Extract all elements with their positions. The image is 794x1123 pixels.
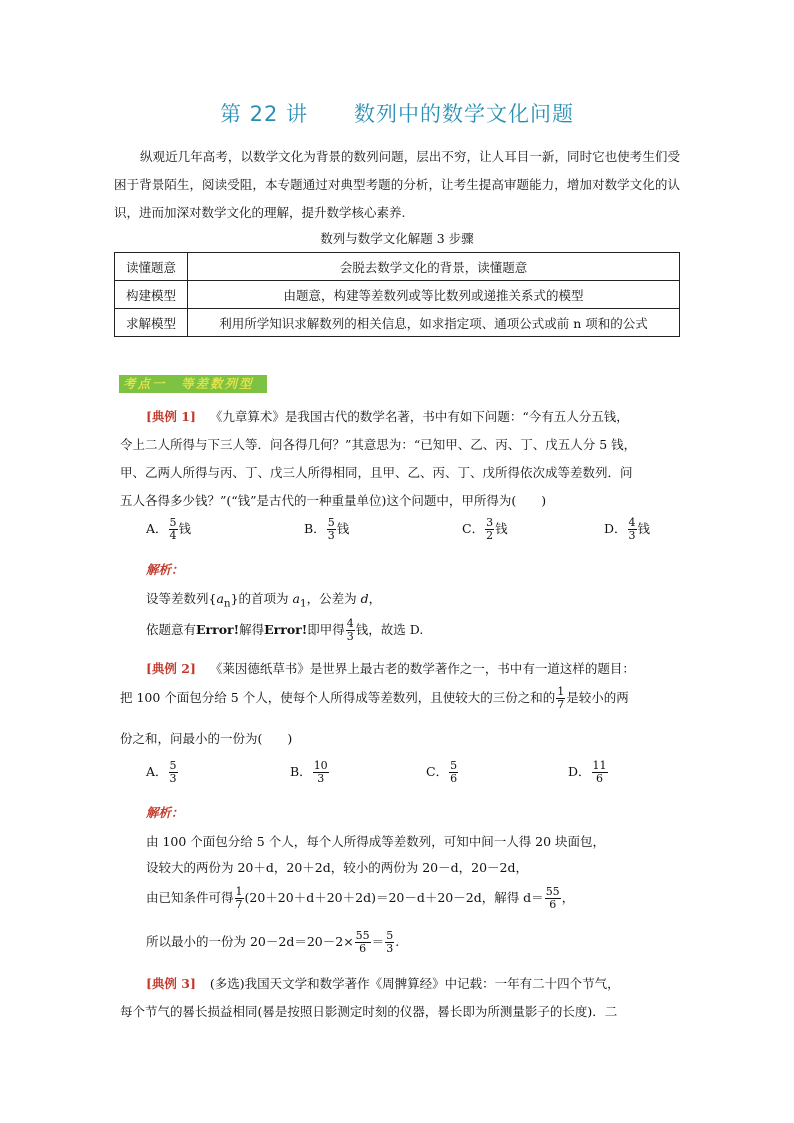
solution-2-line-4: 所以最小的一份为 20－2d＝20－2× $\frac{55}{6}$ ＝ $\frac{5}{3}$ . (146, 929, 400, 955)
example-2-line-1: [典例 2] 《莱因德纸草书》是世界上最古老的数学著作之一，书中有一道这样的题目： (146, 661, 635, 676)
example-3-label: [典例 3] (146, 976, 196, 991)
option-d: D． $\frac{4}{3}$ 钱 (604, 516, 651, 542)
lecture-number: 第 22 讲 (219, 102, 309, 126)
example-1-label: [典例 1] (146, 409, 196, 424)
table-row (115, 253, 680, 281)
example-1-line-1: [典例 1] 《九章算术》是我国古代的数学名著，书中有如下问题：“今有五人分五钱， (146, 409, 629, 424)
solution-label: 解析： (146, 562, 184, 577)
solution-1-line-1: 设等差数列$\{a_n\}$的首项为 $a_1$，公差为 d， (146, 591, 382, 610)
table-row (115, 281, 680, 309)
step-value: 由题意，构建等差数列或等比数列或递推关系式的模型 (188, 281, 680, 309)
example-3-line-1: [典例 3] (多选)我国天文学和数学著作《周髀算经》中记载：一年有二十四个节气， (146, 976, 620, 991)
solution-2-line-2: 设较大的两份为 20＋d，20＋2d，较小的两份为 20－d，20－2d， (146, 860, 528, 875)
lecture-topic: 数列中的数学文化问题 (354, 102, 575, 126)
example-2-label: [典例 2] (146, 661, 196, 676)
fraction: $\frac{55}{6}$ (545, 885, 560, 911)
fraction: $\frac{5}{3}$ (386, 929, 394, 955)
solution-2-line-3: 由已知条件可得 $\frac{1}{7}$ (20＋20＋d＋20＋2d)＝20－d＋20－2d，解得 d＝ $\frac{55}{6}$ ， (146, 885, 575, 911)
fraction: $\frac{4}{3}$ (346, 617, 354, 643)
page-title (0, 98, 794, 128)
fraction: $\frac{5}{3}$ (327, 516, 335, 542)
fraction: $\frac{3}{2}$ (486, 516, 494, 542)
example-1-line-4: 五人各得多少钱？”(“钱”是古代的一种重量单位)这个问题中，甲所得为( ) (120, 493, 547, 508)
steps-caption: 数列与数学文化解题 3 步骤 (320, 231, 474, 246)
step-key: 求解模型 (115, 309, 188, 337)
step-key: 读懂题意 (115, 253, 188, 281)
example-1-line-2: 令上二人所得与下三人等．问各得几何？”其意思为：“已知甲、乙、丙、丁、戊五人分 5 钱， (120, 437, 637, 452)
fraction: $\frac{5}{6}$ (450, 759, 458, 785)
fraction: $\frac{5}{3}$ (169, 759, 177, 785)
option-b: B． $\frac{5}{3}$ 钱 (304, 516, 350, 542)
fraction: $\frac{55}{6}$ (355, 929, 370, 955)
intro-paragraph: 纵观近几年高考，以数学文化为背景的数列问题，层出不穷，让人耳目一新，同时它也使考生们受困于背景陌生，阅读受阻，本专题通过对典型考题的分析，让考生提高审题能力，增加对数学文化的认识，进而加深对数学文化的理解，提升数学核心素养. (114, 149, 680, 220)
table-row (115, 309, 680, 337)
solution-1-line-2: 依题意有Error!解得Error!即甲得 $\frac{4}{3}$ 钱，故选 D. (146, 617, 424, 643)
option-a: A． $\frac{5}{4}$ 钱 (146, 516, 192, 542)
example-2-line-3: 份之和，问最小的一份为( ) (120, 731, 293, 746)
option-a: A． $\frac{5}{3}$ (146, 759, 177, 785)
option-d: D． $\frac{11}{6}$ (568, 759, 607, 785)
section-heading: 考点一 等差数列型 (119, 375, 267, 393)
solution-label: 解析： (146, 805, 184, 820)
fraction: $\frac{1}{7}$ (557, 685, 565, 711)
fraction: $\frac{10}{3}$ (313, 759, 328, 785)
example-2-line-2: 把 100 个面包分给 5 个人，使每个人所得成等差数列，且使较大的三份之和的 $\frac{1}{7}$ 是较小的两 (120, 685, 629, 711)
option-b: B． $\frac{10}{3}$ (290, 759, 328, 785)
steps-table (114, 252, 680, 337)
example-1-line-3: 甲、乙两人所得与丙、丁、戊三人所得相同，且甲、乙、丙、丁、戊所得依次成等差数列．问 (120, 465, 633, 480)
fraction: $\frac{11}{6}$ (592, 759, 607, 785)
fraction: $\frac{1}{7}$ (235, 885, 243, 911)
solution-2-line-1: 由 100 个面包分给 5 个人，每个人所得成等差数列，可知中间一人得 20 块面包， (146, 834, 606, 849)
fraction: $\frac{4}{3}$ (628, 516, 636, 542)
step-value: 利用所学知识求解数列的相关信息，如求指定项、通项公式或前 n 项和的公式 (188, 309, 680, 337)
step-value: 会脱去数学文化的背景，读懂题意 (188, 253, 680, 281)
option-c: C． $\frac{5}{6}$ (426, 759, 458, 785)
option-c: C． $\frac{3}{2}$ 钱 (462, 516, 508, 542)
example-3-line-2: 每个节气的晷长损益相同(晷是按照日影测定时刻的仪器，晷长即为所测量影子的长度)．二 (120, 1004, 618, 1019)
step-key: 构建模型 (115, 281, 188, 309)
fraction: $\frac{5}{4}$ (169, 516, 177, 542)
